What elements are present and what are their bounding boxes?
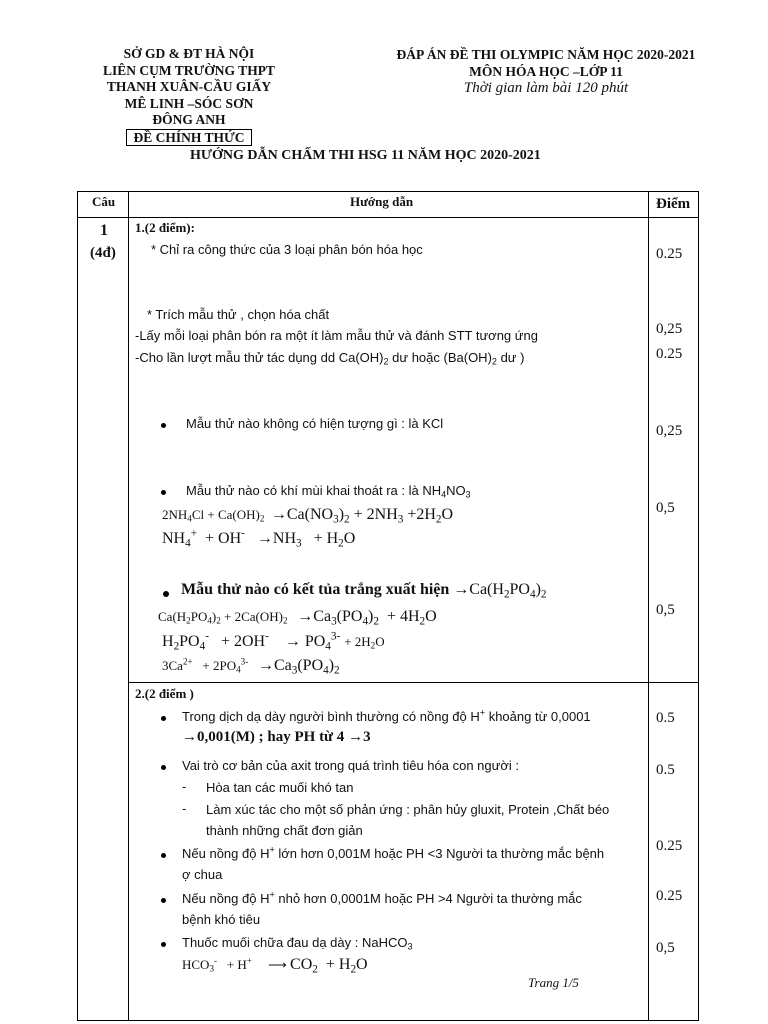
equation: $3Ca^{2+} + 2PO_4^{3-}$ $\to Ca_3(PO_4)_2$ (162, 656, 340, 677)
part-divider (128, 682, 699, 683)
header-line: ĐÔNG ANH (152, 112, 226, 127)
equation: $Ca(H_2PO_4)_2 + 2Ca(OH)_2$ $\to Ca_3(PO_4)_2 + 4H_2O$ (158, 608, 437, 628)
score-value: 0.25 (656, 246, 683, 262)
bullet-icon (161, 853, 166, 858)
part2-d2-cont: thành những chất đơn giản (206, 823, 363, 838)
col-header-guide: Hướng dẫn (350, 194, 414, 209)
part1-nh4-line: Mẫu thử nào có khí mùi khai thoát ra : là $NH_4NO_3$ (186, 483, 471, 500)
header-line: LIÊN CỤM TRƯỜNG THPT (103, 62, 275, 78)
school-header (78, 46, 300, 146)
equation: $2NH_4Cl + Ca(OH)_2 \to Ca(NO_3)_2 + 2NH_3 +2H_2O$ (162, 506, 454, 526)
score-value: 0,25 (656, 321, 683, 337)
col-header-score: Điểm (656, 196, 691, 212)
dash-icon: - (182, 779, 187, 794)
part1-sample-line: * Trích mẫu thử , chọn hóa chất (147, 307, 330, 322)
part1-kcl-line: Mẫu thử nào không có hiện tượng gì : là KCl (186, 416, 444, 431)
column-divider (648, 191, 649, 1021)
part2-d1-line: Hòa tan các muối khó tan (206, 780, 354, 795)
part2-b4-line: Nếu nồng độ H+ nhỏ hơn 0,0001M hoặc PH >4 Người ta thường mắc (182, 889, 582, 906)
bullet-icon (161, 423, 166, 428)
header-row-divider (77, 217, 699, 218)
score-value: 0,5 (656, 500, 675, 516)
score-value: 0.5 (656, 762, 675, 778)
exam-header (345, 46, 747, 97)
score-value: 0.5 (656, 710, 675, 726)
equation: $H_2PO_4^- + 2OH^-$ → $PO_4^{3-} + 2H_2O$ (162, 630, 385, 653)
header-line: SỞ GD & ĐT HÀ NỘI (123, 46, 255, 61)
part1-take-line: -Lấy mỗi loại phân bón ra một ít làm mẫu thử và đánh STT tương ứng (135, 328, 538, 343)
header-line: THANH XUÂN-CẦU GIẤY (106, 79, 272, 94)
bullet-icon (161, 898, 166, 903)
part1-title: 1.(2 điểm): (135, 220, 195, 235)
part2-b1-line: Trong dịch dạ dày người bình thường có nồng độ H+ khoảng từ 0,0001 (182, 707, 591, 724)
dash-icon: - (182, 801, 187, 816)
part2-b3-line: Nếu nồng độ H+ lớn hơn 0,001M hoặc PH <3 Người ta thường mắc bệnh (182, 844, 605, 861)
score-value: 0,25 (656, 423, 683, 439)
official-label: ĐỀ CHÍNH THỨC (126, 129, 251, 146)
part2-b1-cont: →0,001(M) ; hay PH từ 4 →3 (182, 729, 371, 745)
score-value: 0.25 (656, 838, 683, 854)
equation: $NH_4^+ + OH^- \to NH_3 + H_2O$ (162, 527, 356, 550)
part1-white-line: Mẫu thử nào có kết tủa trắng xuất hiện $\to Ca(H_2PO_4)_2$ (181, 581, 547, 601)
part2-title: 2.(2 điểm ) (135, 686, 194, 701)
part2-b4-cont: bệnh khó tiêu (182, 912, 261, 927)
header-line: MÊ LINH –SÓC SƠN (124, 95, 254, 111)
score-value: 0.25 (656, 346, 683, 362)
col-header-question: Câu (92, 194, 116, 209)
bullet-icon (161, 490, 166, 495)
score-value: 0,5 (656, 602, 675, 618)
guide-title: HƯỚNG DẪN CHẤM THI HSG 11 NĂM HỌC 2020-2021 (190, 148, 541, 163)
score-value: 0.25 (656, 888, 683, 904)
bullet-icon (161, 716, 166, 721)
bullet-icon (161, 765, 166, 770)
part2-b3-cont: ợ chua (182, 867, 223, 882)
part2-d2-line: Làm xúc tác cho một số phản ứng : phân hủy gluxit, Protein ,Chất béo (206, 802, 610, 817)
question-points: (4đ) (90, 245, 116, 261)
exam-subject: MÔN HÓA HỌC –LỚP 11 (469, 64, 623, 79)
page-number: Trang 1/5 (528, 975, 579, 990)
part1-formula-line: * Chỉ ra công thức của 3 loại phân bón hóa học (151, 242, 423, 257)
part1-react-line: -Cho lần lượt mẫu thử tác dụng dd $Ca(OH)_2$ dư hoặc ($Ba(OH)_2$ dư ) (135, 350, 525, 367)
part2-b2-line: Vai trò cơ bản của axit trong quá trình tiêu hóa con người : (182, 758, 519, 773)
bullet-icon (163, 591, 169, 597)
column-divider (128, 191, 129, 1021)
exam-duration: Thời gian làm bài 120 phút (463, 80, 629, 96)
equation: $HCO_3^- + H^+$ ⟶ $CO_2 + H_2O$ (182, 955, 368, 976)
bullet-icon (161, 942, 166, 947)
exam-title: ĐÁP ÁN ĐỀ THI OLYMPIC NĂM HỌC 2020-2021 (396, 47, 696, 62)
question-number: 1 (100, 222, 108, 239)
part2-b5-line: Thuốc muối chữa đau dạ dày : NaHCO$_3$ (182, 935, 413, 952)
score-value: 0,5 (656, 940, 675, 956)
